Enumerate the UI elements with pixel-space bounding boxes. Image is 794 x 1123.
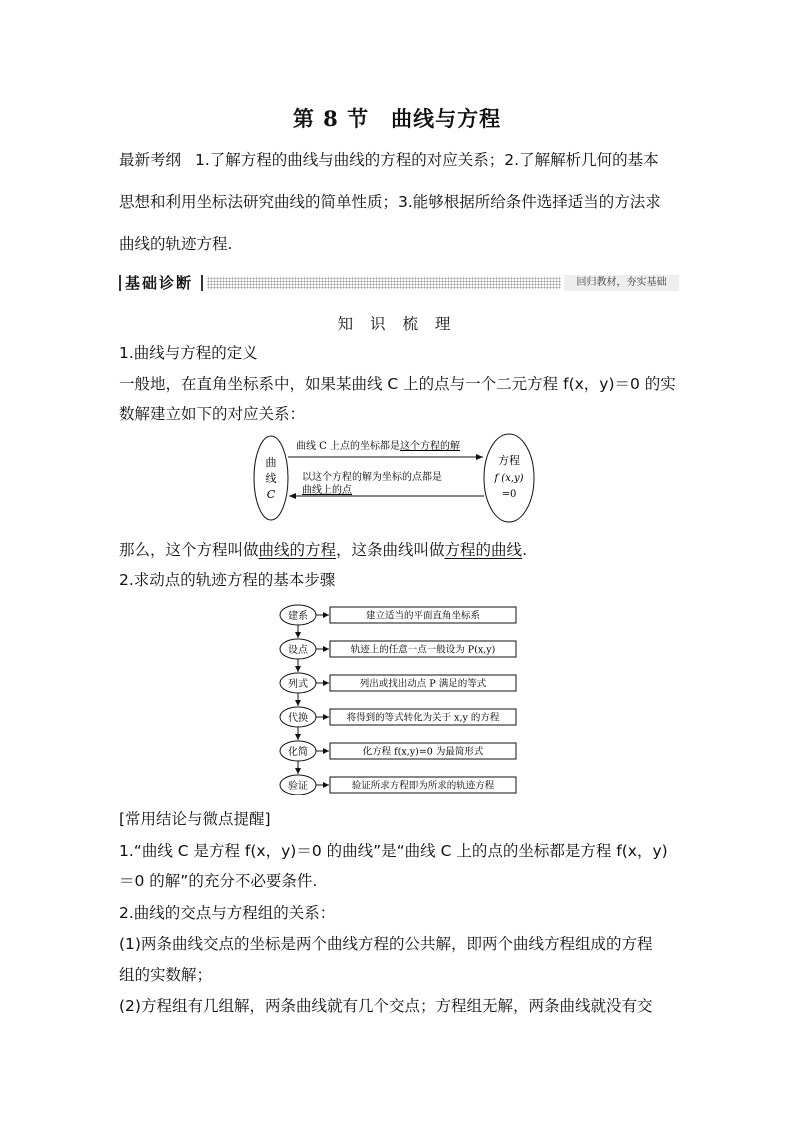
flow-step-text: 验证所求方程即为所求的轨迹方程 bbox=[351, 780, 495, 792]
kaogang-line-3: 曲线的轨迹方程. bbox=[119, 235, 233, 253]
flow-step-text: 列出或找出动点 P 满足的等式 bbox=[359, 678, 487, 690]
flow-step-label: 列式 bbox=[288, 679, 308, 690]
tip2-1-line-1: (1)两条曲线交点的坐标是两个曲线方程的公共解，即两个曲线方程组成的方程 bbox=[119, 935, 653, 953]
section-heading: 知 识 梳 理 bbox=[337, 315, 457, 333]
bottom-arrow-text-2: 曲线上的点 bbox=[302, 485, 352, 496]
item2-heading: 2.求动点的轨迹方程的基本步骤 bbox=[119, 571, 336, 589]
flow-step-label: 代换 bbox=[288, 713, 308, 724]
flow-step bbox=[280, 605, 516, 638]
flow-step-label: 建系 bbox=[288, 611, 308, 622]
bottom-arrow-text-1: 以这个方程的解为坐标的点都是 bbox=[302, 472, 442, 483]
curve-equation-term: 曲线的方程 bbox=[258, 541, 337, 559]
kaogang-line-1 bbox=[119, 149, 679, 171]
tip2-1-line-2: 组的实数解； bbox=[119, 966, 213, 984]
curve-char-3: C bbox=[266, 488, 276, 501]
flow-step-label: 验证 bbox=[288, 781, 308, 792]
banner-label: 基础诊断 bbox=[125, 274, 194, 292]
curve-equation-diagram bbox=[250, 430, 550, 526]
kaogang-label: 最新考纲 bbox=[119, 151, 182, 169]
section-banner bbox=[119, 273, 679, 293]
trajectory-steps-flowchart bbox=[278, 603, 520, 795]
flow-step-text: 化方程 f(x,y)=0 为最简形式 bbox=[362, 746, 484, 758]
flow-step bbox=[280, 775, 516, 795]
flow-step-label: 化简 bbox=[288, 747, 308, 758]
banner-subtitle: 回归教材，夯实基础 bbox=[564, 275, 679, 291]
equation-line-3: =0 bbox=[501, 489, 517, 500]
equation-curve-term: 方程的曲线 bbox=[444, 541, 523, 559]
tip1-line-1: 1.“曲线 C 是方程 f(x，y)＝0 的曲线”是“曲线 C 上的点的坐标都是方程 f(x，y) bbox=[119, 842, 668, 860]
equation-line-1: 方程 bbox=[498, 454, 520, 467]
item1-heading: 1.曲线与方程的定义 bbox=[119, 344, 258, 362]
page-title: 第 8 节 曲线与方程 bbox=[292, 106, 502, 131]
flow-step-text: 建立适当的平面直角坐标系 bbox=[365, 610, 481, 622]
flow-step bbox=[280, 639, 516, 672]
tips-heading: [常用结论与微点提醒] bbox=[119, 810, 271, 828]
item1-line-2: 数解建立如下的对应关系： bbox=[119, 405, 306, 423]
flow-step-text: 轨迹上的任意一点一般设为 P(x,y) bbox=[350, 644, 496, 656]
flow-step-label: 设点 bbox=[288, 645, 308, 656]
flow-step bbox=[280, 707, 516, 740]
top-arrow-text: 曲线 C 上点的坐标都是这个方程的解 bbox=[296, 441, 461, 452]
banner-dotted-fill bbox=[207, 277, 561, 289]
equation-line-2: f (x,y) bbox=[494, 473, 524, 484]
flow-step bbox=[280, 741, 516, 774]
kaogang-line-2: 思想和利用坐标法研究曲线的简单性质；3.能够根据所给条件选择适当的方法求 bbox=[119, 193, 661, 211]
tip1-line-2: ＝0 的解”的充分不必要条件. bbox=[119, 872, 318, 890]
curve-char-2: 线 bbox=[265, 472, 277, 485]
kaogang-text-1: 1.了解方程的曲线与曲线的方程的对应关系；2.了解解析几何的基本 bbox=[195, 151, 659, 169]
tip2-2-line-1: (2)方程组有几组解，两条曲线就有几个交点；方程组无解，两条曲线就没有交 bbox=[119, 997, 653, 1015]
flow-step-text: 将得到的等式转化为关于 x,y 的方程 bbox=[346, 712, 500, 724]
item1-line-1: 一般地，在直角坐标系中，如果某曲线 C 上的点与一个二元方程 f(x，y)＝0 的实 bbox=[119, 375, 676, 393]
then-line: 那么，这个方程叫做曲线的方程，这条曲线叫做方程的曲线. bbox=[119, 541, 527, 559]
tip2-heading: 2.曲线的交点与方程组的关系： bbox=[119, 904, 336, 922]
curve-char-1: 曲 bbox=[265, 456, 277, 469]
flow-step bbox=[280, 673, 516, 706]
